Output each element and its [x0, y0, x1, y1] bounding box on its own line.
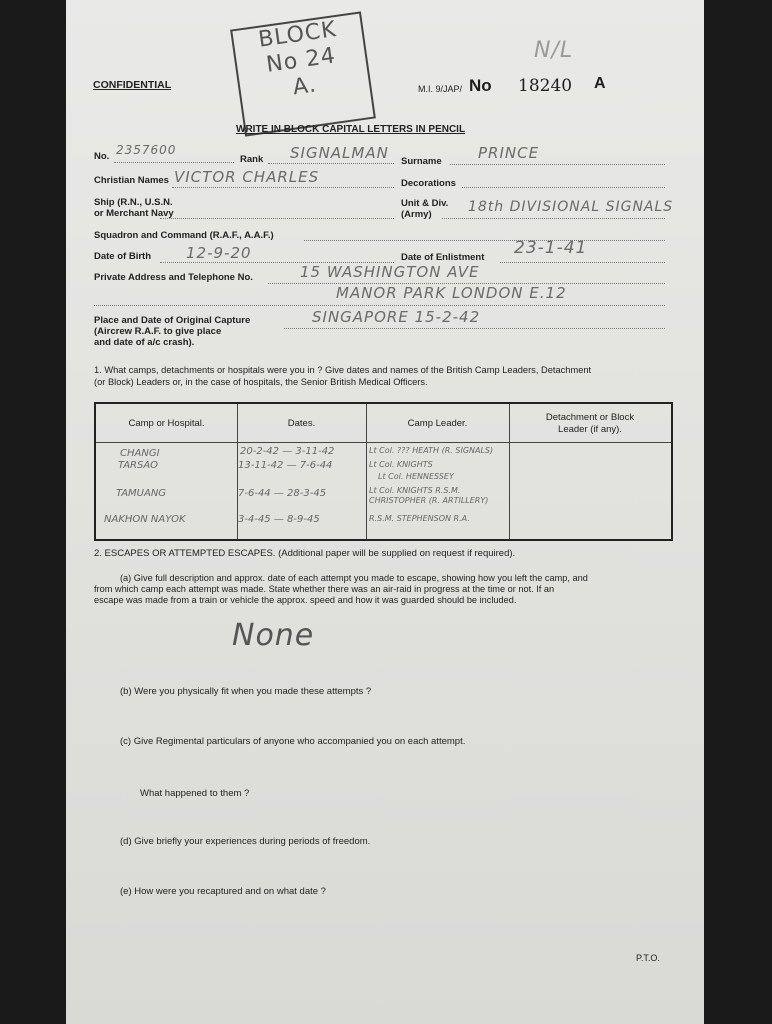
address-line-2: MANOR PARK LONDON E.12 — [336, 284, 567, 302]
table-row-4-dates: 7-6-44 — 28-3-45 — [238, 488, 327, 499]
question-2a-line-2: from which camp each attempt was made. State whether there was an air-raid in progress at the time or not. If an — [94, 584, 555, 594]
christian-names-label: Christian Names — [94, 175, 169, 186]
document-suffix: A — [594, 75, 606, 92]
question-2a-line-1: (a) Give full description and approx. date of each attempt you made to escape, showing how you left the camp, and — [120, 573, 588, 583]
ship-label-1: Ship (R.N., U.S.N. — [94, 197, 173, 208]
capture-label-3: and date of a/c crash). — [94, 337, 195, 348]
question-2c-followup: What happened to them ? — [140, 788, 250, 799]
confidential-label: CONFIDENTIAL — [93, 79, 172, 91]
dob-label: Date of Birth — [94, 251, 151, 262]
no-field-value: 2357600 — [116, 143, 177, 157]
document-number: 18240 — [518, 76, 573, 96]
header-camp-leader: Camp Leader. — [407, 418, 468, 429]
stamp-line-2: No 24 — [264, 43, 338, 78]
dob-value: 12-9-20 — [186, 244, 252, 262]
rank-value: SIGNALMAN — [290, 144, 389, 162]
escape-answer: None — [232, 618, 315, 653]
table-row-2-dates: 13-11-42 — 7-6-44 — [238, 460, 333, 471]
christian-names-value: VICTOR CHARLES — [174, 168, 320, 186]
header-dates: Dates. — [287, 418, 316, 429]
block-stamp — [230, 11, 376, 136]
question-2e: (e) How were you recaptured and on what date ? — [120, 886, 326, 897]
question-2c: (c) Give Regimental particulars of anyone who accompanied you on each attempt. — [120, 736, 466, 747]
unit-value: 18th DIVISIONAL SIGNALS — [468, 199, 674, 215]
table-row-1-dates: 20-2-42 — 3-11-42 — [240, 446, 335, 457]
camps-table — [94, 402, 673, 541]
capture-value: SINGAPORE 15-2-42 — [312, 308, 481, 326]
decorations-label: Decorations — [401, 178, 456, 189]
question-1-line-2: (or Block) Leaders or, in the case of hospitals, the Senior British Medical Officers. — [94, 377, 428, 387]
corner-note: N/L — [534, 38, 574, 63]
stamp-line-1: BLOCK — [256, 17, 339, 53]
table-row-3-leader: Lt Col. HENNESSEY — [378, 472, 454, 481]
instruction-heading: WRITE IN BLOCK CAPITAL LETTERS IN PENCIL — [236, 124, 466, 135]
header-camp: Camp or Hospital. — [128, 418, 205, 429]
table-row-4-leader: Lt Col. KNIGHTS R.S.M. CHRISTOPHER (R. ARTILLERY) — [369, 486, 489, 505]
pto-label: P.T.O. — [636, 953, 660, 963]
question-2d: (d) Give briefly your experiences during periods of freedom. — [120, 836, 371, 847]
question-2a-line-3: escape was made from a train or vehicle the approx. speed and how it was guarded should be included. — [94, 595, 517, 605]
unit-label-2: (Army) — [401, 209, 432, 220]
table-row-1-leader: Lt Col. ??? HEATH (R. SIGNALS) — [369, 446, 494, 455]
no-label: No — [469, 76, 492, 95]
header-detachment-2: Leader (if any). — [558, 424, 622, 435]
table-row-4-camp: TAMUANG — [116, 488, 167, 499]
enlistment-label: Date of Enlistment — [401, 252, 485, 263]
capture-label-2: (Aircrew R.A.F. to give place — [94, 326, 222, 337]
address-label: Private Address and Telephone No. — [94, 272, 253, 283]
enlistment-value: 23-1-41 — [514, 238, 588, 258]
ref-prefix: M.I. 9/JAP/ — [418, 84, 463, 94]
squadron-label: Squadron and Command (R.A.F., A.A.F.) — [94, 230, 274, 241]
surname-label: Surname — [401, 156, 442, 167]
question-1-line-1: 1. What camps, detachments or hospitals were you in ? Give dates and names of the British Camp Leaders, Detachment — [94, 365, 592, 375]
ship-label-2: or Merchant Navy — [94, 208, 174, 219]
table-row-5-leader: R.S.M. STEPHENSON R.A. — [369, 514, 470, 523]
table-row-1-camp: CHANGI — [120, 448, 160, 459]
rank-label: Rank — [240, 154, 264, 165]
unit-label-1: Unit & Div. — [401, 198, 449, 209]
table-row-2-leader: Lt Col. KNIGHTS — [369, 460, 433, 469]
question-2b: (b) Were you physically fit when you made these attempts ? — [120, 686, 372, 697]
capture-label-1: Place and Date of Original Capture — [94, 315, 251, 326]
surname-value: PRINCE — [478, 144, 540, 162]
table-row-5-camp: NAKHON NAYOK — [104, 514, 186, 525]
question-2-heading: 2. ESCAPES OR ATTEMPTED ESCAPES. (Additional paper will be supplied on request if required). — [94, 548, 516, 559]
table-row-2-camp: TARSAO — [118, 460, 159, 471]
no-field-label: No. — [94, 151, 110, 162]
table-row-5-dates: 3-4-45 — 8-9-45 — [238, 514, 320, 525]
address-line-1: 15 WASHINGTON AVE — [300, 263, 480, 281]
header-detachment: Detachment or Block — [545, 412, 635, 423]
stamp-line-3: A. — [291, 72, 319, 101]
